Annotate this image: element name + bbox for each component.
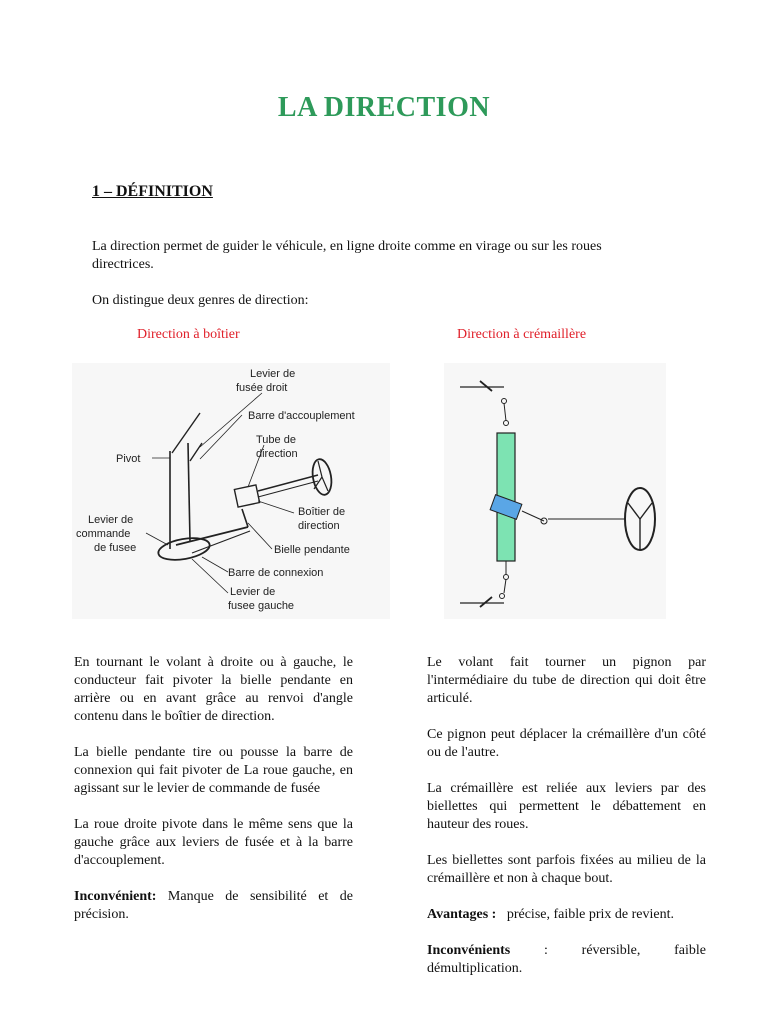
caption-direction-boitier: Direction à boîtier — [137, 327, 240, 342]
label-levier-gauche-2: fusee gauche — [228, 600, 295, 612]
right-paragraph-1: Le volant fait tourner un pignon par l'intermédiaire du tube de direction qui doit être articulé. — [427, 655, 706, 706]
inconvenients-label: Inconvénients — [427, 943, 511, 958]
label-boitier-1: Boîtier de — [298, 506, 346, 518]
left-paragraph-3: La roue droite pivote dans le même sens que la gauche grâce aux leviers de fusée et à la barre d'accouplement. — [74, 817, 353, 868]
inconvenient-label: Inconvénient: — [74, 889, 157, 904]
inconvenient-text: Manque de sensibilité et de précision. — [74, 889, 353, 922]
label-commande-1: Levier de — [88, 514, 134, 526]
right-paragraph-avantages — [427, 906, 706, 924]
label-commande-3: de fusee — [94, 542, 137, 554]
label-bielle: Bielle pendante — [274, 544, 350, 556]
label-commande-2: commande — [76, 528, 131, 540]
label-levier-gauche-1: Levier de — [230, 586, 276, 598]
intro-paragraph — [92, 238, 692, 274]
right-paragraph-inconvenients — [427, 942, 706, 978]
intro-line-2: directrices. — [92, 257, 154, 272]
genres-paragraph: On distingue deux genres de direction: — [92, 293, 309, 308]
inconvenients-text: : réversible, faible démultiplication. — [427, 943, 706, 976]
label-boitier-2: direction — [298, 520, 340, 532]
label-levier-droit-2: fusée droit — [236, 382, 288, 394]
intro-line-1: La direction permet de guider le véhicule, en ligne droite comme en virage ou sur les roues — [92, 239, 602, 254]
left-column-text — [74, 654, 353, 924]
left-paragraph-inconvenient — [74, 888, 353, 924]
right-column-text — [427, 654, 706, 978]
left-paragraph-1: En tournant le volant à droite ou à gauche, le conducteur fait pivoter la bielle pendante en arrière ou en avant grâce au renvoi d'angle contenu dans le boîtier de direction. — [74, 655, 353, 724]
right-paragraph-2: Ce pignon peut déplacer la crémaillère d'un côté ou de l'autre. — [427, 727, 706, 760]
section-heading-definition: 1 – DÉFINITION — [92, 183, 213, 200]
label-barre-connexion: Barre de connexion — [228, 567, 324, 579]
left-paragraph-2: La bielle pendante tire ou pousse la barre de connexion qui fait pivoter de La roue gauche, en agissant sur le levier de commande de fusée — [74, 745, 353, 796]
right-paragraph-3: La crémaillère est reliée aux leviers par des biellettes qui permettent le débattement en hauteur des roues. — [427, 781, 706, 832]
label-barre-accouplement: Barre d'accouplement — [248, 410, 355, 422]
label-tube-1: Tube de — [256, 434, 296, 446]
page-title: LA DIRECTION — [277, 92, 491, 123]
diagram-direction-boitier — [72, 363, 390, 619]
label-tube-2: direction — [256, 448, 298, 460]
caption-direction-cremaillere: Direction à crémaillère — [457, 327, 587, 342]
label-pivot: Pivot — [116, 453, 141, 465]
label-levier-droit-1: Levier de — [250, 368, 296, 380]
diagram-direction-cremaillere — [444, 363, 666, 619]
avantages-text: précise, faible prix de revient. — [496, 907, 674, 922]
right-paragraph-4: Les biellettes sont parfois fixées au milieu de la crémaillère et non à chaque bout. — [427, 853, 706, 886]
avantages-label: Avantages : — [427, 907, 497, 922]
